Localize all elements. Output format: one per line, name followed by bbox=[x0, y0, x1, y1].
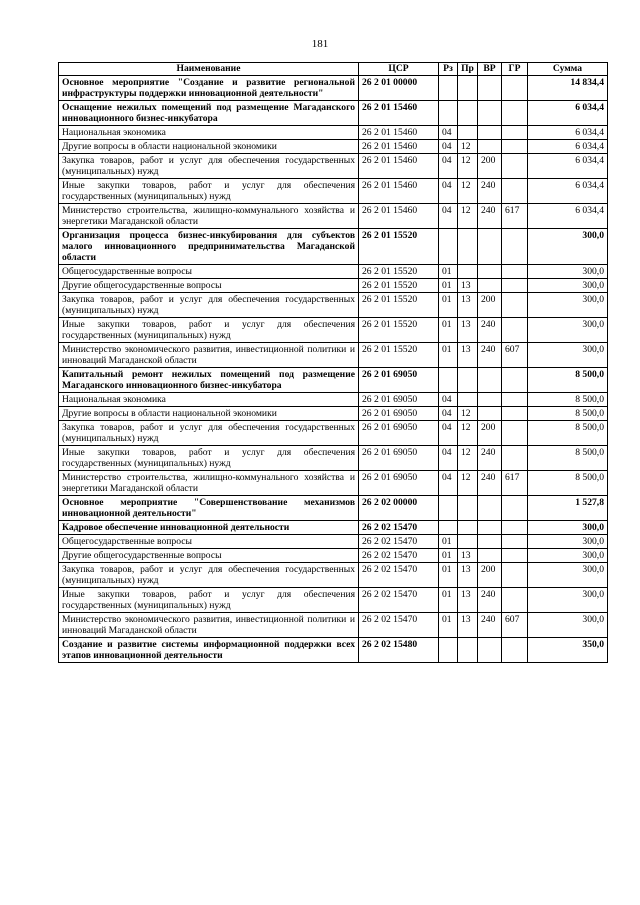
cell-name: Закупка товаров, работ и услуг для обеспечения государственных (муниципальных) нужд bbox=[59, 293, 359, 318]
cell-rz: 01 bbox=[439, 318, 458, 343]
cell-gr bbox=[502, 588, 528, 613]
cell-csr: 26 2 01 15460 bbox=[359, 126, 439, 140]
cell-csr: 26 2 02 15470 bbox=[359, 613, 439, 638]
cell-gr bbox=[502, 535, 528, 549]
cell-rz: 04 bbox=[439, 471, 458, 496]
cell-rz: 01 bbox=[439, 535, 458, 549]
cell-rz: 01 bbox=[439, 549, 458, 563]
cell-csr: 26 2 01 15520 bbox=[359, 279, 439, 293]
page-number: 181 bbox=[311, 38, 329, 50]
table-row bbox=[59, 101, 608, 126]
cell-pr bbox=[458, 76, 478, 101]
cell-sum: 8 500,0 bbox=[528, 407, 608, 421]
cell-name: Национальная экономика bbox=[59, 126, 359, 140]
cell-rz: 04 bbox=[439, 154, 458, 179]
cell-name: Иные закупки товаров, работ и услуг для обеспечения государственных (муниципальных) нужд bbox=[59, 318, 359, 343]
cell-name: Другие вопросы в области национальной экономики bbox=[59, 407, 359, 421]
cell-vr bbox=[478, 521, 502, 535]
cell-csr: 26 2 01 69050 bbox=[359, 446, 439, 471]
cell-vr bbox=[478, 638, 502, 663]
cell-csr: 26 2 02 00000 bbox=[359, 496, 439, 521]
cell-sum: 300,0 bbox=[528, 521, 608, 535]
cell-name: Министерство строительства, жилищно-коммунального хозяйства и энергетики Магаданской области bbox=[59, 204, 359, 229]
cell-gr bbox=[502, 368, 528, 393]
cell-csr: 26 2 01 15460 bbox=[359, 154, 439, 179]
cell-pr bbox=[458, 229, 478, 265]
cell-pr bbox=[458, 101, 478, 126]
cell-name: Другие общегосударственные вопросы bbox=[59, 279, 359, 293]
cell-pr bbox=[458, 496, 478, 521]
cell-pr: 13 bbox=[458, 343, 478, 368]
cell-pr: 13 bbox=[458, 588, 478, 613]
cell-vr bbox=[478, 265, 502, 279]
cell-csr: 26 2 01 15460 bbox=[359, 179, 439, 204]
cell-vr bbox=[478, 368, 502, 393]
cell-rz bbox=[439, 76, 458, 101]
cell-rz: 04 bbox=[439, 407, 458, 421]
cell-pr bbox=[458, 126, 478, 140]
cell-gr bbox=[502, 101, 528, 126]
cell-vr: 240 bbox=[478, 204, 502, 229]
table-row bbox=[59, 76, 608, 101]
cell-vr: 240 bbox=[478, 318, 502, 343]
cell-gr bbox=[502, 126, 528, 140]
cell-name: Организация процесса бизнес-инкубирования для субъектов малого инновационного предпринимательства Магаданской области bbox=[59, 229, 359, 265]
cell-sum: 300,0 bbox=[528, 588, 608, 613]
cell-gr bbox=[502, 563, 528, 588]
cell-vr bbox=[478, 126, 502, 140]
cell-pr: 12 bbox=[458, 446, 478, 471]
cell-rz: 04 bbox=[439, 393, 458, 407]
cell-gr bbox=[502, 76, 528, 101]
cell-name: Министерство строительства, жилищно-коммунального хозяйства и энергетики Магаданской области bbox=[59, 471, 359, 496]
cell-gr bbox=[502, 318, 528, 343]
cell-vr: 200 bbox=[478, 293, 502, 318]
table-row bbox=[59, 279, 608, 293]
cell-sum: 1 527,8 bbox=[528, 496, 608, 521]
cell-sum: 8 500,0 bbox=[528, 421, 608, 446]
cell-rz: 01 bbox=[439, 613, 458, 638]
table-row bbox=[59, 446, 608, 471]
table-row bbox=[59, 126, 608, 140]
cell-csr: 26 2 02 15470 bbox=[359, 521, 439, 535]
cell-sum: 8 500,0 bbox=[528, 446, 608, 471]
table-row bbox=[59, 421, 608, 446]
table-row bbox=[59, 407, 608, 421]
cell-csr: 26 2 01 69050 bbox=[359, 368, 439, 393]
cell-name: Закупка товаров, работ и услуг для обеспечения государственных (муниципальных) нужд bbox=[59, 421, 359, 446]
cell-sum: 6 034,4 bbox=[528, 204, 608, 229]
cell-pr: 12 bbox=[458, 471, 478, 496]
cell-gr: 607 bbox=[502, 613, 528, 638]
cell-csr: 26 2 01 15460 bbox=[359, 204, 439, 229]
cell-csr: 26 2 01 15460 bbox=[359, 140, 439, 154]
cell-rz: 01 bbox=[439, 293, 458, 318]
cell-sum: 6 034,4 bbox=[528, 154, 608, 179]
cell-gr bbox=[502, 179, 528, 204]
cell-gr bbox=[502, 521, 528, 535]
cell-vr: 240 bbox=[478, 179, 502, 204]
cell-name: Министерство экономического развития, инвестиционной политики и инноваций Магаданской области bbox=[59, 343, 359, 368]
cell-rz: 04 bbox=[439, 204, 458, 229]
cell-vr: 240 bbox=[478, 471, 502, 496]
table-row bbox=[59, 588, 608, 613]
cell-csr: 26 2 02 15470 bbox=[359, 549, 439, 563]
cell-vr: 200 bbox=[478, 563, 502, 588]
cell-vr: 240 bbox=[478, 343, 502, 368]
cell-gr: 617 bbox=[502, 204, 528, 229]
cell-name: Закупка товаров, работ и услуг для обеспечения государственных (муниципальных) нужд bbox=[59, 563, 359, 588]
cell-name: Иные закупки товаров, работ и услуг для обеспечения государственных (муниципальных) нужд bbox=[59, 446, 359, 471]
header-gr: ГР bbox=[502, 63, 528, 76]
cell-gr bbox=[502, 496, 528, 521]
cell-pr bbox=[458, 265, 478, 279]
cell-csr: 26 2 02 15470 bbox=[359, 588, 439, 613]
cell-rz: 04 bbox=[439, 126, 458, 140]
cell-sum: 300,0 bbox=[528, 563, 608, 588]
cell-gr bbox=[502, 293, 528, 318]
cell-gr bbox=[502, 279, 528, 293]
cell-gr bbox=[502, 265, 528, 279]
cell-vr bbox=[478, 535, 502, 549]
cell-rz: 04 bbox=[439, 179, 458, 204]
cell-gr: 607 bbox=[502, 343, 528, 368]
table-row bbox=[59, 265, 608, 279]
cell-csr: 26 2 01 15460 bbox=[359, 101, 439, 126]
cell-pr: 12 bbox=[458, 421, 478, 446]
cell-vr bbox=[478, 140, 502, 154]
cell-pr: 12 bbox=[458, 407, 478, 421]
cell-csr: 26 2 01 15520 bbox=[359, 229, 439, 265]
cell-pr: 13 bbox=[458, 279, 478, 293]
cell-vr bbox=[478, 496, 502, 521]
cell-pr bbox=[458, 535, 478, 549]
header-csr: ЦСР bbox=[359, 63, 439, 76]
cell-vr: 240 bbox=[478, 613, 502, 638]
cell-pr bbox=[458, 368, 478, 393]
cell-pr: 13 bbox=[458, 613, 478, 638]
cell-csr: 26 2 01 69050 bbox=[359, 471, 439, 496]
cell-gr bbox=[502, 421, 528, 446]
cell-pr: 12 bbox=[458, 179, 478, 204]
cell-pr: 12 bbox=[458, 140, 478, 154]
cell-pr bbox=[458, 393, 478, 407]
cell-gr bbox=[502, 393, 528, 407]
cell-pr: 13 bbox=[458, 549, 478, 563]
cell-name: Иные закупки товаров, работ и услуг для обеспечения государственных (муниципальных) нужд bbox=[59, 588, 359, 613]
cell-pr bbox=[458, 521, 478, 535]
table-row bbox=[59, 393, 608, 407]
cell-pr bbox=[458, 638, 478, 663]
cell-name: Основное мероприятие "Создание и развитие региональной инфраструктуры поддержки инновационной деятельности" bbox=[59, 76, 359, 101]
cell-rz bbox=[439, 521, 458, 535]
cell-sum: 300,0 bbox=[528, 229, 608, 265]
budget-table bbox=[58, 62, 608, 663]
cell-name: Создание и развитие системы информационной поддержки всех этапов инновационной деятельности bbox=[59, 638, 359, 663]
cell-rz bbox=[439, 496, 458, 521]
cell-sum: 300,0 bbox=[528, 535, 608, 549]
table-row bbox=[59, 179, 608, 204]
cell-csr: 26 2 02 15470 bbox=[359, 563, 439, 588]
cell-gr bbox=[502, 140, 528, 154]
cell-vr bbox=[478, 279, 502, 293]
header-rz: Рз bbox=[439, 63, 458, 76]
header-vr: ВР bbox=[478, 63, 502, 76]
cell-sum: 6 034,4 bbox=[528, 126, 608, 140]
cell-name: Другие общегосударственные вопросы bbox=[59, 549, 359, 563]
cell-csr: 26 2 01 69050 bbox=[359, 407, 439, 421]
cell-csr: 26 2 01 69050 bbox=[359, 421, 439, 446]
cell-csr: 26 2 02 15480 bbox=[359, 638, 439, 663]
cell-sum: 300,0 bbox=[528, 613, 608, 638]
cell-pr: 13 bbox=[458, 293, 478, 318]
cell-sum: 8 500,0 bbox=[528, 393, 608, 407]
cell-sum: 350,0 bbox=[528, 638, 608, 663]
cell-rz bbox=[439, 638, 458, 663]
table-row bbox=[59, 549, 608, 563]
cell-rz: 01 bbox=[439, 343, 458, 368]
header-pr: Пр bbox=[458, 63, 478, 76]
cell-name: Общегосударственные вопросы bbox=[59, 535, 359, 549]
cell-gr: 617 bbox=[502, 471, 528, 496]
cell-rz: 01 bbox=[439, 265, 458, 279]
table-row bbox=[59, 638, 608, 663]
header-sum: Сумма bbox=[528, 63, 608, 76]
cell-vr bbox=[478, 76, 502, 101]
cell-vr bbox=[478, 549, 502, 563]
cell-name: Общегосударственные вопросы bbox=[59, 265, 359, 279]
cell-name: Капитальный ремонт нежилых помещений под размещение Магаданского инновационного бизнес-инкубатора bbox=[59, 368, 359, 393]
cell-vr bbox=[478, 407, 502, 421]
cell-name: Кадровое обеспечение инновационной деятельности bbox=[59, 521, 359, 535]
cell-csr: 26 2 01 00000 bbox=[359, 76, 439, 101]
cell-vr: 200 bbox=[478, 154, 502, 179]
table-header-row bbox=[59, 63, 608, 76]
cell-name: Закупка товаров, работ и услуг для обеспечения государственных (муниципальных) нужд bbox=[59, 154, 359, 179]
table-row bbox=[59, 563, 608, 588]
table-row bbox=[59, 613, 608, 638]
cell-rz bbox=[439, 229, 458, 265]
cell-vr: 240 bbox=[478, 446, 502, 471]
cell-rz: 04 bbox=[439, 421, 458, 446]
cell-vr: 240 bbox=[478, 588, 502, 613]
cell-rz: 01 bbox=[439, 563, 458, 588]
cell-sum: 300,0 bbox=[528, 549, 608, 563]
cell-csr: 26 2 01 15520 bbox=[359, 265, 439, 279]
cell-csr: 26 2 01 15520 bbox=[359, 318, 439, 343]
table-body bbox=[59, 76, 608, 663]
cell-gr bbox=[502, 407, 528, 421]
cell-vr: 200 bbox=[478, 421, 502, 446]
cell-gr bbox=[502, 229, 528, 265]
cell-sum: 8 500,0 bbox=[528, 471, 608, 496]
table-row bbox=[59, 535, 608, 549]
cell-name: Оснащение нежилых помещений под размещение Магаданского инновационного бизнес-инкубатора bbox=[59, 101, 359, 126]
table-row bbox=[59, 368, 608, 393]
cell-rz: 01 bbox=[439, 588, 458, 613]
cell-gr bbox=[502, 154, 528, 179]
cell-sum: 300,0 bbox=[528, 293, 608, 318]
cell-csr: 26 2 01 15520 bbox=[359, 293, 439, 318]
cell-name: Основное мероприятие "Совершенствование механизмов инновационной деятельности" bbox=[59, 496, 359, 521]
cell-gr bbox=[502, 549, 528, 563]
table-row bbox=[59, 496, 608, 521]
cell-pr: 12 bbox=[458, 204, 478, 229]
cell-sum: 6 034,4 bbox=[528, 140, 608, 154]
cell-vr bbox=[478, 101, 502, 126]
cell-name: Министерство экономического развития, инвестиционной политики и инноваций Магаданской области bbox=[59, 613, 359, 638]
table-row bbox=[59, 204, 608, 229]
table-row bbox=[59, 471, 608, 496]
cell-csr: 26 2 01 15520 bbox=[359, 343, 439, 368]
table-row bbox=[59, 318, 608, 343]
table-row bbox=[59, 521, 608, 535]
table-row bbox=[59, 343, 608, 368]
cell-vr bbox=[478, 229, 502, 265]
table-row bbox=[59, 154, 608, 179]
table-row bbox=[59, 140, 608, 154]
table-row bbox=[59, 229, 608, 265]
cell-sum: 300,0 bbox=[528, 343, 608, 368]
cell-csr: 26 2 01 69050 bbox=[359, 393, 439, 407]
cell-sum: 300,0 bbox=[528, 318, 608, 343]
cell-name: Иные закупки товаров, работ и услуг для обеспечения государственных (муниципальных) нужд bbox=[59, 179, 359, 204]
cell-vr bbox=[478, 393, 502, 407]
cell-name: Другие вопросы в области национальной экономики bbox=[59, 140, 359, 154]
cell-sum: 6 034,4 bbox=[528, 101, 608, 126]
cell-rz: 01 bbox=[439, 279, 458, 293]
cell-rz bbox=[439, 368, 458, 393]
cell-sum: 8 500,0 bbox=[528, 368, 608, 393]
cell-gr bbox=[502, 638, 528, 663]
cell-pr: 13 bbox=[458, 318, 478, 343]
cell-rz: 04 bbox=[439, 446, 458, 471]
cell-rz bbox=[439, 101, 458, 126]
header-name: Наименование bbox=[59, 63, 359, 76]
cell-gr bbox=[502, 446, 528, 471]
cell-csr: 26 2 02 15470 bbox=[359, 535, 439, 549]
cell-sum: 300,0 bbox=[528, 265, 608, 279]
cell-name: Национальная экономика bbox=[59, 393, 359, 407]
cell-rz: 04 bbox=[439, 140, 458, 154]
cell-sum: 300,0 bbox=[528, 279, 608, 293]
cell-sum: 14 834,4 bbox=[528, 76, 608, 101]
table-row bbox=[59, 293, 608, 318]
cell-sum: 6 034,4 bbox=[528, 179, 608, 204]
cell-pr: 13 bbox=[458, 563, 478, 588]
cell-pr: 12 bbox=[458, 154, 478, 179]
